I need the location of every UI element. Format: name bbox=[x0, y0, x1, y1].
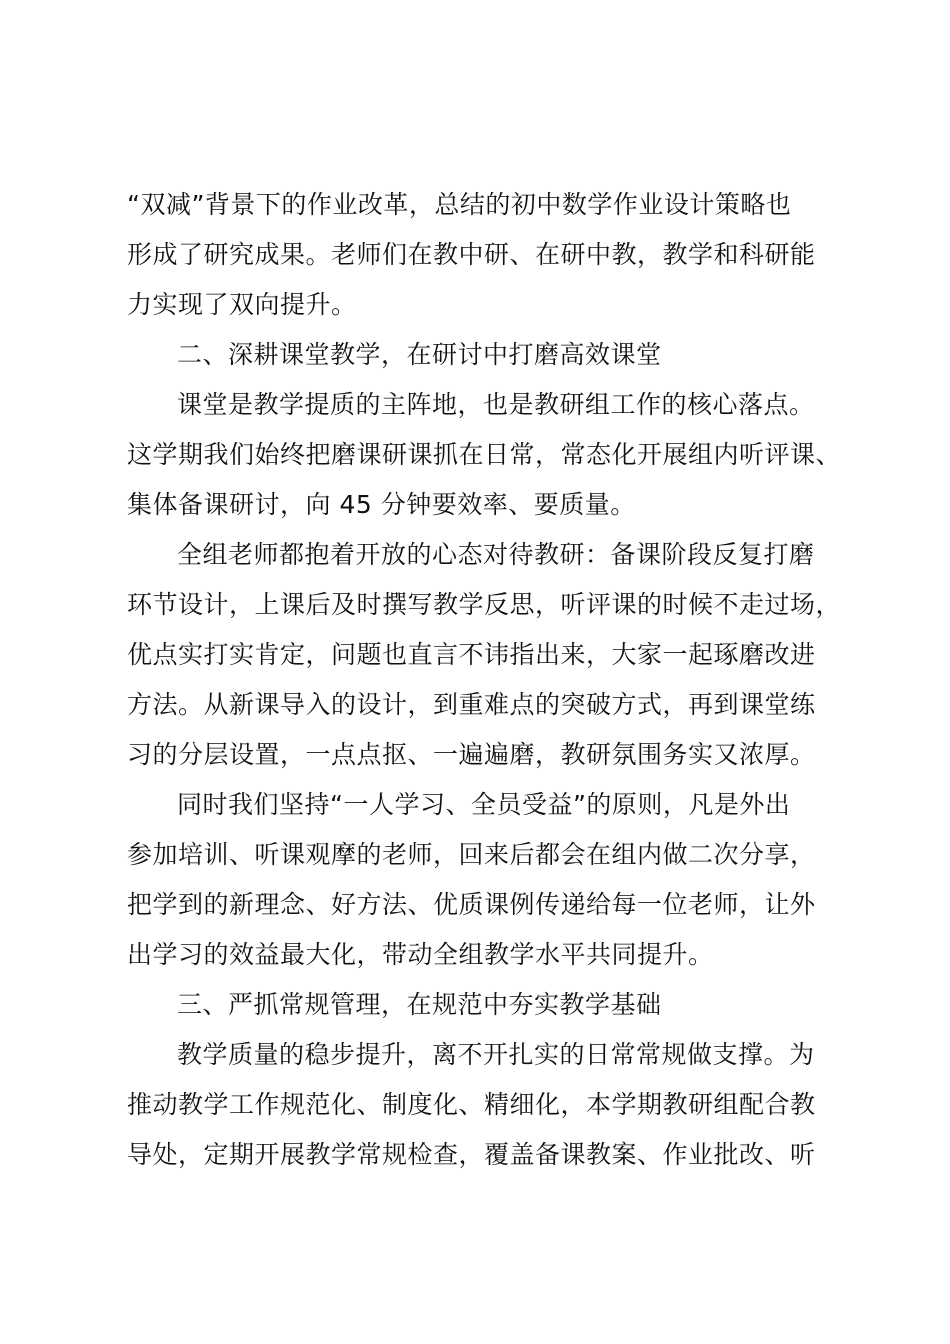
paragraph-line: 力实现了双向提升。 bbox=[127, 290, 357, 319]
paragraph-line: 集体备课研讨，向 45 分钟要效率、要质量。 bbox=[127, 490, 636, 519]
paragraph-line: 这学期我们始终把磨课研课抓在日常，常态化开展组内听评课、 bbox=[127, 440, 842, 469]
paragraph-line: 方法。从新课导入的设计，到重难点的突破方式，再到课堂练 bbox=[127, 690, 816, 719]
paragraph-line: 习的分层设置，一点点抠、一遍遍磨，教研氛围务实又浓厚。 bbox=[127, 740, 816, 769]
paragraph-line: “双减”背景下的作业改革，总结的初中数学作业设计策略也 bbox=[127, 190, 792, 219]
paragraph-line: 推动教学工作规范化、制度化、精细化，本学期教研组配合教 bbox=[127, 1090, 816, 1119]
section-heading: 二、深耕课堂教学，在研讨中打磨高效课堂 bbox=[177, 340, 662, 369]
paragraph-line: 环节设计，上课后及时撰写教学反思，听评课的时候不走过场， bbox=[127, 590, 842, 619]
paragraph-line: 同时我们坚持“一人学习、全员受益”的原则，凡是外出 bbox=[177, 790, 791, 819]
paragraph-line: 参加培训、听课观摩的老师，回来后都会在组内做二次分享， bbox=[127, 840, 816, 869]
paragraph-line: 教学质量的稳步提升，离不开扎实的日常常规做支撑。为 bbox=[177, 1040, 815, 1069]
section-heading: 三、严抓常规管理，在规范中夯实教学基础 bbox=[177, 990, 662, 1019]
paragraph-line: 优点实打实肯定，问题也直言不讳指出来，大家一起琢磨改进 bbox=[127, 640, 816, 669]
paragraph-line: 导处，定期开展教学常规检查，覆盖备课教案、作业批改、听 bbox=[127, 1140, 816, 1169]
paragraph-line: 形成了研究成果。老师们在教中研、在研中教，教学和科研能 bbox=[127, 240, 816, 269]
paragraph-line: 把学到的新理念、好方法、优质课例传递给每一位老师，让外 bbox=[127, 890, 816, 919]
paragraph-line: 全组老师都抱着开放的心态对待教研：备课阶段反复打磨 bbox=[177, 540, 815, 569]
paragraph-line: 课堂是教学提质的主阵地，也是教研组工作的核心落点。 bbox=[177, 390, 815, 419]
document-body bbox=[127, 180, 847, 1180]
paragraph-line: 出学习的效益最大化，带动全组教学水平共同提升。 bbox=[127, 940, 714, 969]
